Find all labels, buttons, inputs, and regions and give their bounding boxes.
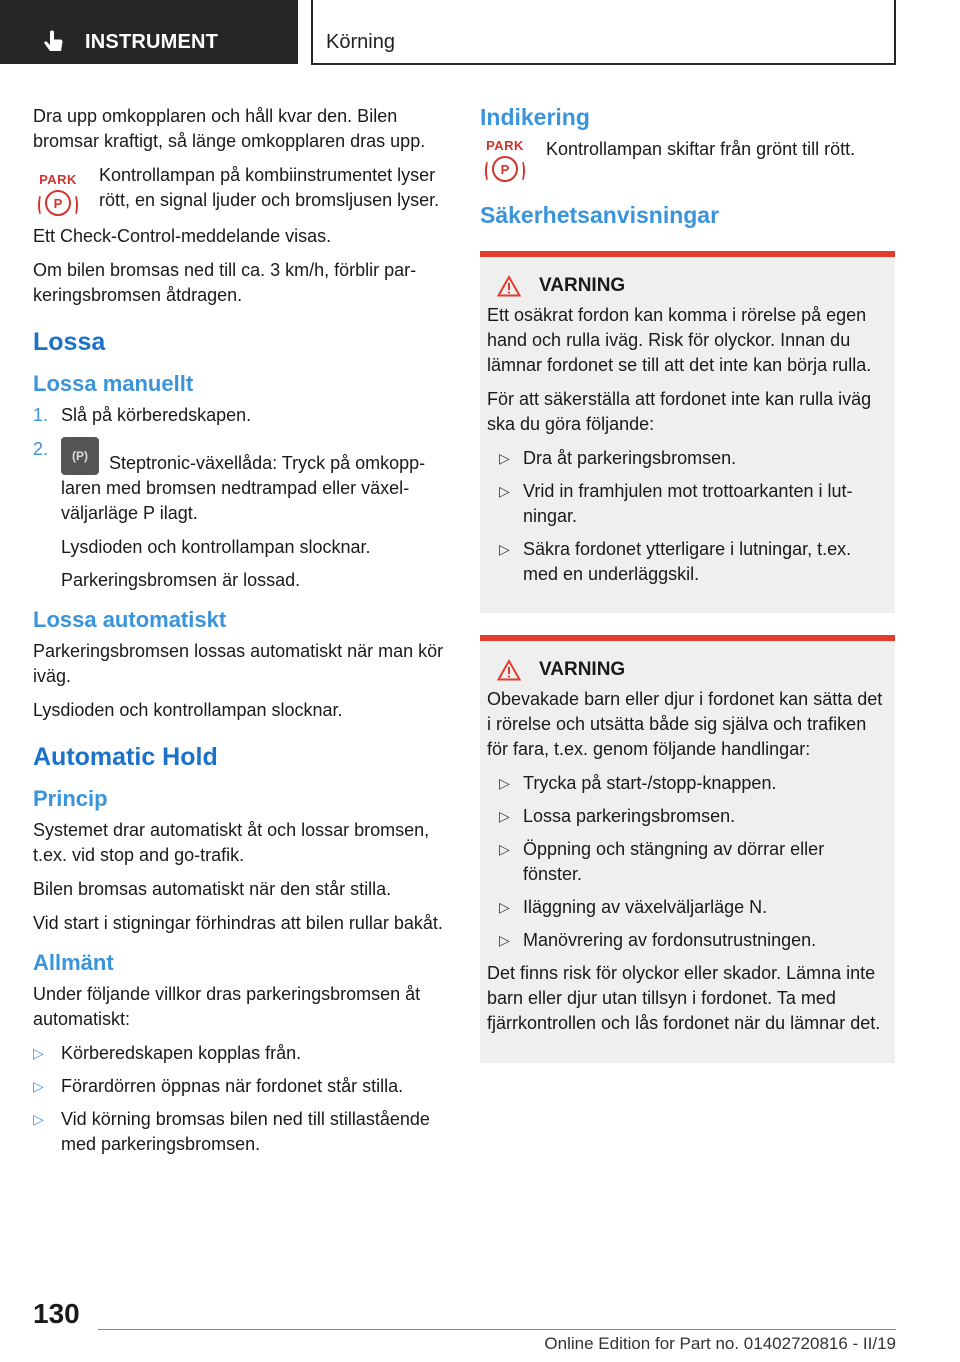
list-item: ▷ Trycka på start-/stopp-knappen. xyxy=(487,771,887,796)
warning-triangle-icon xyxy=(497,275,521,297)
triangle-bullet-icon: ▷ xyxy=(499,775,510,791)
heading-lossa-automatiskt: Lossa automatiskt xyxy=(33,607,227,632)
paragraph: Kontrollampan på kombiinstrumentet lyser rött, en signal ljuder och bromsljusen lyser. xyxy=(99,165,440,210)
list-item: ▷ Iläggning av växelväljarläge N. xyxy=(487,895,887,920)
step-item: 1. Slå på körberedskapen. xyxy=(33,405,252,425)
warning-box xyxy=(480,635,895,1063)
steps-list xyxy=(33,403,448,526)
warning-list xyxy=(487,771,887,953)
step-result: Parkeringsbromsen är lossad. xyxy=(61,570,301,590)
step-result: Lysdioden och kontrollampan slocknar. xyxy=(61,537,371,557)
warning-title: VARNING xyxy=(539,275,626,296)
warning-title: VARNING xyxy=(539,659,626,680)
triangle-bullet-icon: ▷ xyxy=(499,932,510,948)
header-section-tab xyxy=(0,0,298,64)
list-item: ▷ Lossa parkeringsbromsen. xyxy=(487,804,887,829)
list-item: ▷ Förardörren öppnas när fordonet står stilla. xyxy=(33,1074,448,1099)
header-chapter-tab xyxy=(311,0,896,65)
triangle-bullet-icon: ▷ xyxy=(499,450,510,466)
parking-brake-button-icon xyxy=(61,437,99,475)
triangle-bullet-icon: ▷ xyxy=(499,808,510,824)
chapter-label: Körning xyxy=(326,31,395,53)
heading-lossa-manuellt: Lossa manuellt xyxy=(33,371,194,396)
list-item: ▷ Vrid in framhjulen mot trottoarkanten i lutningar. xyxy=(499,481,853,526)
triangle-bullet-icon: ▷ xyxy=(33,1078,44,1094)
list-item: ▷ Säkra fordonet ytterligare i lutningar, t.ex. med en underläggskil. xyxy=(499,539,852,584)
triangle-bullet-icon: ▷ xyxy=(499,899,510,915)
park-brake-icon: PARK P xyxy=(33,173,83,216)
triangle-bullet-icon: ▷ xyxy=(33,1111,44,1127)
paragraph: Obevakade barn eller djur i fordonet kan sätta det i rörelse och utsätta både sig själva och trafiken för fara, t.ex. genom följande handlingar: xyxy=(487,689,883,759)
right-column xyxy=(480,104,895,1063)
paragraph: Bilen bromsas automatiskt när den står stilla. xyxy=(33,879,392,899)
triangle-bullet-icon: ▷ xyxy=(499,541,510,557)
heading-sakerhetsanvisningar: Säkerhetsanvisningar xyxy=(480,202,720,228)
park-brake-icon: PARK P xyxy=(480,139,530,182)
heading-princip: Princip xyxy=(33,786,108,811)
paragraph: För att säkerställa att fordonet inte kan rulla iväg ska du göra följande: xyxy=(487,389,872,434)
paragraph: Om bilen bromsas ned till ca. 3 km/h, förblir parkeringsbromsen åtdragen. xyxy=(33,260,417,305)
step-item: 2. (P)Steptronic-växellåda: Tryck på omkopplaren med bromsen nedtrampad eller växelväljarläge P ilagt. xyxy=(33,437,448,526)
hand-touch-icon xyxy=(40,28,68,56)
paragraph: Parkeringsbromsen lossas automatiskt när man kör iväg. xyxy=(33,641,444,686)
warning-header xyxy=(487,659,887,681)
warning-box xyxy=(480,251,895,613)
conditions-list xyxy=(33,1041,448,1157)
triangle-bullet-icon: ▷ xyxy=(499,483,510,499)
heading-indikering: Indikering xyxy=(480,104,590,130)
triangle-bullet-icon: ▷ xyxy=(499,841,510,857)
paragraph: Kontrollampan skiftar från grönt till rött. xyxy=(546,139,856,159)
triangle-bullet-icon: ▷ xyxy=(33,1045,44,1061)
footer-edition: Online Edition for Part no. 01402720816 - II/19 xyxy=(544,1334,896,1353)
heading-allmant: Allmänt xyxy=(33,950,114,975)
list-item: ▷ Dra åt parkeringsbromsen. xyxy=(487,446,887,471)
paragraph: Vid start i stigningar förhindras att bilen rullar bakåt. xyxy=(33,913,443,933)
park-indicator-row xyxy=(33,163,448,216)
paragraph: Dra upp omkopplaren och håll kvar den. Bilen bromsar kraftigt, så länge omkopplaren dras upp. xyxy=(33,106,426,151)
paragraph: Ett osäkrat fordon kan komma i rörelse på egen hand och rulla iväg. Risk för olyckor. Innan du lämnar fordonet se till att det inte kan börja rulla. xyxy=(487,305,872,375)
footer-divider xyxy=(98,1329,896,1330)
park-indicator-row xyxy=(480,137,895,182)
left-column xyxy=(33,104,448,1165)
list-item: ▷ Manövrering av fordonsutrustningen. xyxy=(487,928,887,953)
list-item: ▷ Vid körning bromsas bilen ned till stillastående med parkeringsbromsen. xyxy=(33,1109,430,1154)
list-item: ▷ Öppning och stängning av dörrar eller fönster. xyxy=(499,839,825,884)
paragraph: Ett Check-Control-meddelande visas. xyxy=(33,226,332,246)
paragraph: Systemet drar automatiskt åt och lossar bromsen, t.ex. vid stop and go-trafik. xyxy=(33,820,430,865)
warning-triangle-icon xyxy=(497,659,521,681)
paragraph: Lysdioden och kontrollampan slocknar. xyxy=(33,700,343,720)
list-item: ▷ Körberedskapen kopplas från. xyxy=(33,1041,448,1066)
heading-automatic-hold: Automatic Hold xyxy=(33,743,218,771)
section-label: INSTRUMENT xyxy=(85,31,219,53)
heading-lossa: Lossa xyxy=(33,328,106,356)
warning-list xyxy=(487,446,887,587)
paragraph: Under följande villkor dras parkeringsbromsen åt automatiskt: xyxy=(33,984,421,1029)
warning-header xyxy=(487,275,887,297)
page-number: 130 xyxy=(33,1298,80,1329)
paragraph: Det finns risk för olyckor eller skador. Lämna inte barn eller djur utan tillsyn i fordonet. Ta med fjärrkontrollen och lås fordonet när du lämnar det. xyxy=(487,963,881,1033)
